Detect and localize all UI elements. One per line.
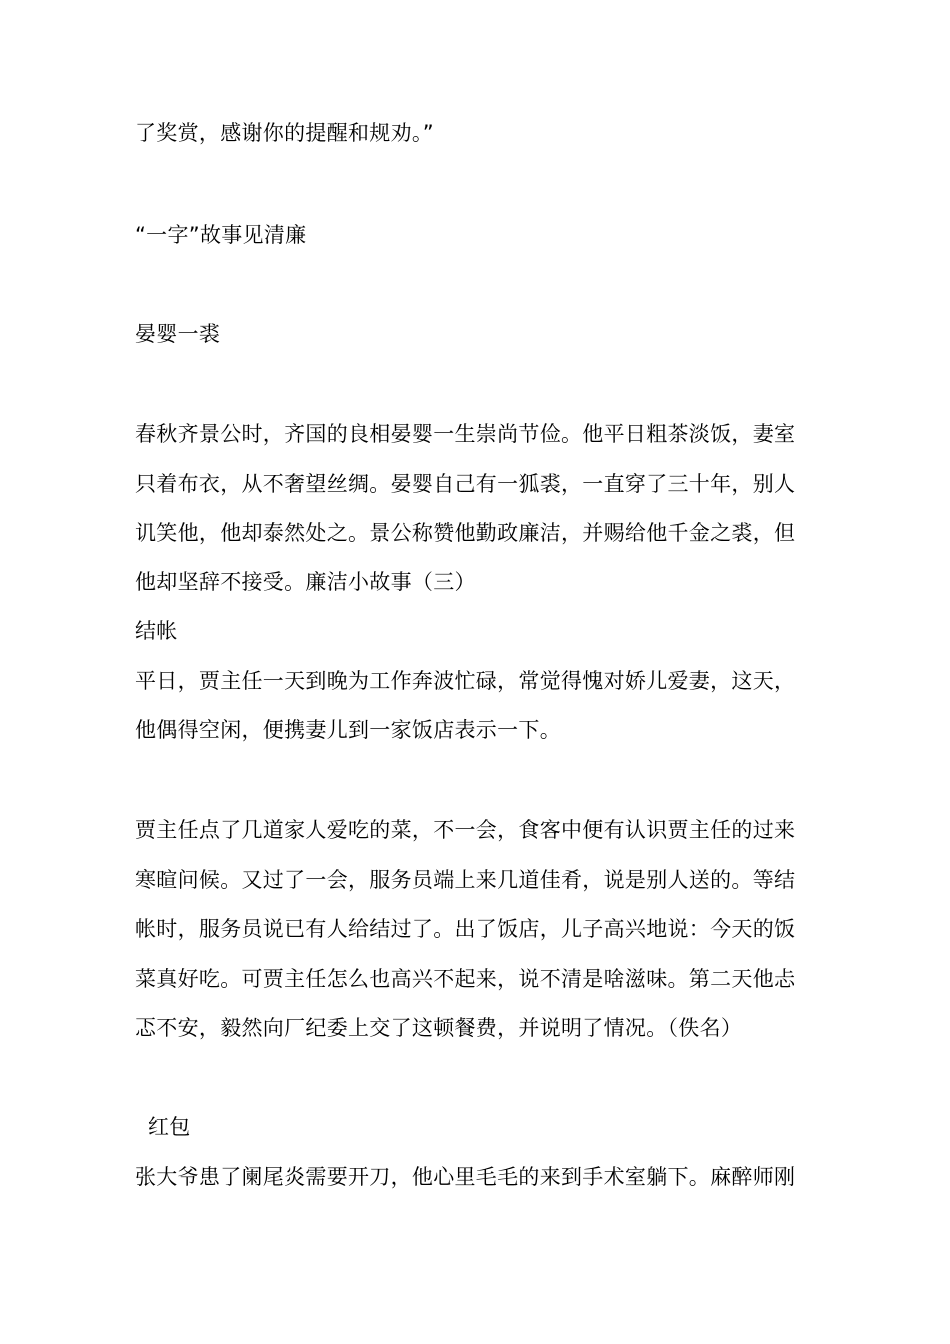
story-title: 晏婴一裘 xyxy=(135,322,221,346)
text-line: 了奖赏，感谢你的提醒和规劝。” xyxy=(135,121,434,145)
text-line: 春秋齐景公时，齐国的良相晏婴一生崇尚节俭。他平日粗茶淡饭，妻室 xyxy=(135,422,796,446)
text-line: 菜真好吃。可贾主任怎么也高兴不起来，说不清是啥滋味。第二天他忐 xyxy=(135,967,796,991)
text-line: 帐时，服务员说已有人给结过了。出了饭店，儿子高兴地说：今天的饭 xyxy=(135,917,796,941)
story-title: 结帐 xyxy=(135,619,178,643)
text-line: 忑不安，毅然向厂纪委上交了这顿餐费，并说明了情况。（佚名） xyxy=(135,1016,743,1040)
text-line: 讥笑他，他却泰然处之。景公称赞他勤政廉洁，并赐给他千金之裘，但 xyxy=(135,521,796,545)
text-line: 他偶得空闲，便携妻儿到一家饭店表示一下。 xyxy=(135,718,561,742)
story-title: 红包 xyxy=(148,1115,191,1139)
text-line: 贾主任点了几道家人爱吃的菜，不一会，食客中便有认识贾主任的过来 xyxy=(135,818,796,842)
text-line: 平日，贾主任一天到晚为工作奔波忙碌，常觉得愧对娇儿爱妻，这天， xyxy=(135,669,796,693)
text-line: 张大爷患了阑尾炎需要开刀，他心里毛毛的来到手术室躺下。麻醉师刚 xyxy=(135,1165,796,1189)
text-line: 他却坚辞不接受。廉洁小故事（三） xyxy=(135,570,476,594)
text-line: 寒暄问候。又过了一会，服务员端上来几道佳肴，说是别人送的。等结 xyxy=(135,868,796,892)
text-line: 只着布衣，从不奢望丝绸。晏婴自己有一狐裘，一直穿了三十年，别人 xyxy=(135,472,796,496)
story-collection-title: “一字”故事见清廉 xyxy=(135,223,307,247)
